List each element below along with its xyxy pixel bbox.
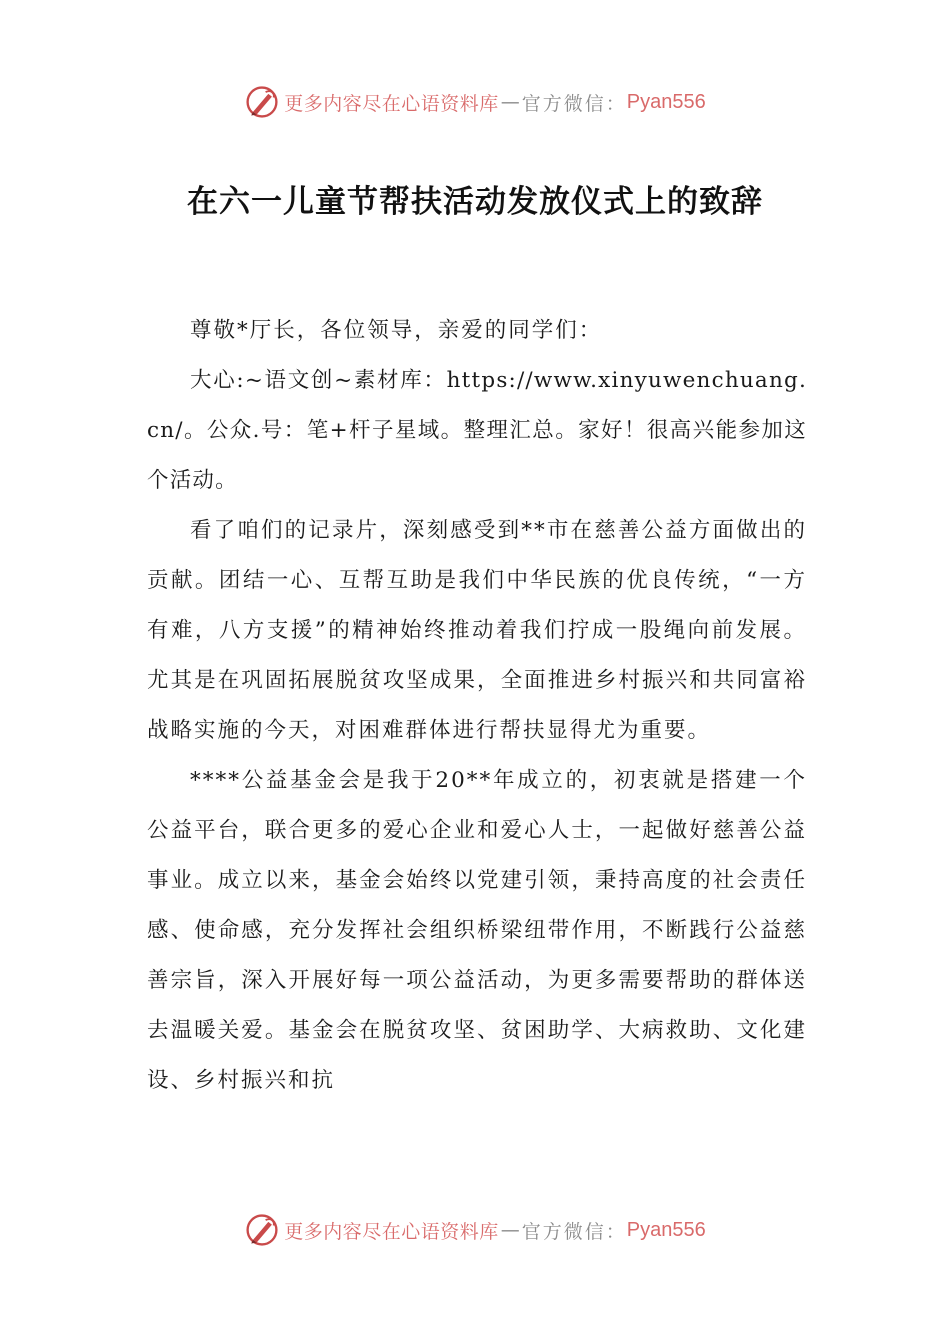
source-note-paragraph: 大心:~语文创~素材库：https://www.xinyuwenchuang.cn/。公众.号：笔+杆子星域。整理汇总。家好！很高兴能参加这个活动。 [147, 368, 807, 493]
body-paragraph: 看了咱们的记录片，深刻感受到**市在慈善公益方面做出的贡献。团结一心、互帮互助是我们中华民族的优良传统，“一方有难，八方支援”的精神始终推动着我们拧成一股绳向前发展。尤其是在巩固拓展脱贫攻坚成果，全面推进乡村振兴和共同富裕战略实施的今天，对困难群体进行帮扶显得尤为重要。 [147, 518, 807, 743]
document-title: 在六一儿童节帮扶活动发放仪式上的致辞 [187, 184, 763, 220]
body-paragraph: ****公益基金会是我于20**年成立的，初衷就是搭建一个公益平台，联合更多的爱心企业和爱心人士，一起做好慈善公益事业。成立以来，基金会始终以党建引领，秉持高度的社会责任感、使命感，充分发挥社会组织桥梁纽带作用，不断践行公益慈善宗旨，深入开展好每一项公益活动，为更多需要帮助的群体送去温暖关爱。基金会在脱贫攻坚、贫困助学、大病救助、文化建设、乡村振兴和抗 [147, 768, 807, 1093]
banner-brand: 更多内容尽在心语资料库 [284, 1220, 499, 1243]
pen-circle-logo-icon [244, 84, 280, 120]
footer-banner [0, 1210, 950, 1250]
header-banner [0, 82, 950, 122]
banner-brand: 更多内容尽在心语资料库 [284, 92, 499, 115]
banner-wechat-id: Pyan556 [626, 1218, 706, 1241]
document-body [147, 306, 807, 1106]
banner-dash: — [500, 91, 520, 113]
pen-circle-logo-icon [244, 1212, 280, 1248]
banner-wechat-label: 官方微信： [521, 92, 627, 115]
banner-dash: — [500, 1219, 520, 1241]
salutation-paragraph: 尊敬*厅长，各位领导，亲爱的同学们： [190, 318, 603, 343]
banner-wechat-label: 官方微信： [521, 1220, 627, 1243]
banner-wechat-id: Pyan556 [626, 90, 706, 113]
